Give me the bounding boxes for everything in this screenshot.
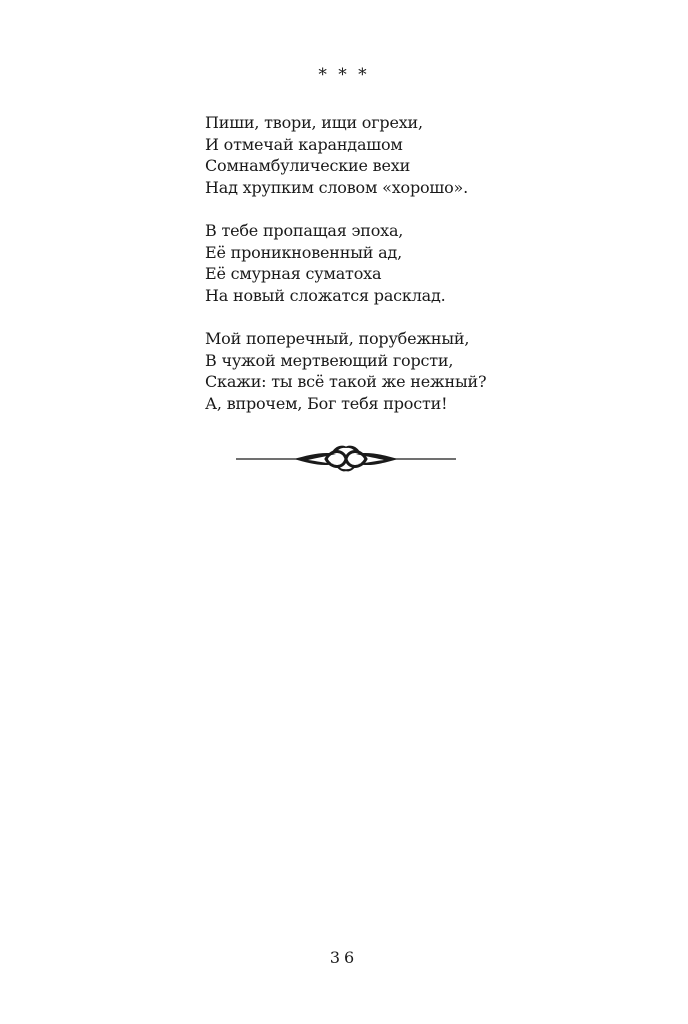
poem-line: В тебе пропащая эпоха, <box>205 221 404 240</box>
poem-line: Над хрупким словом «хорошо». <box>205 177 469 197</box>
poem-line: И отмечай карандашом <box>205 134 403 154</box>
stanza-2 <box>205 220 545 306</box>
poem-line: На новый сложатся расклад. <box>205 285 446 305</box>
stanza-1 <box>205 112 545 198</box>
poem-line: Её смурная суматоха <box>205 264 382 283</box>
poem-line: Её проникновенный ад, <box>205 242 402 262</box>
poem-line: Сомнамбулические вехи <box>205 156 411 175</box>
poem <box>205 112 545 436</box>
ornament-divider-icon <box>236 442 456 476</box>
poem-line: В чужой мертвеющий горсти, <box>205 350 454 370</box>
poem-line: Пиши, твори, ищи огрехи, <box>205 113 423 132</box>
poem-line: Скажи: ты всё такой же нежный? <box>205 372 487 391</box>
page-number: 36 <box>329 948 359 967</box>
stanza-3 <box>205 328 545 414</box>
section-asterisks: * * * <box>318 65 370 85</box>
poem-line: Мой поперечный, порубежный, <box>205 329 470 348</box>
poem-line: А, впрочем, Бог тебя прости! <box>205 393 448 413</box>
